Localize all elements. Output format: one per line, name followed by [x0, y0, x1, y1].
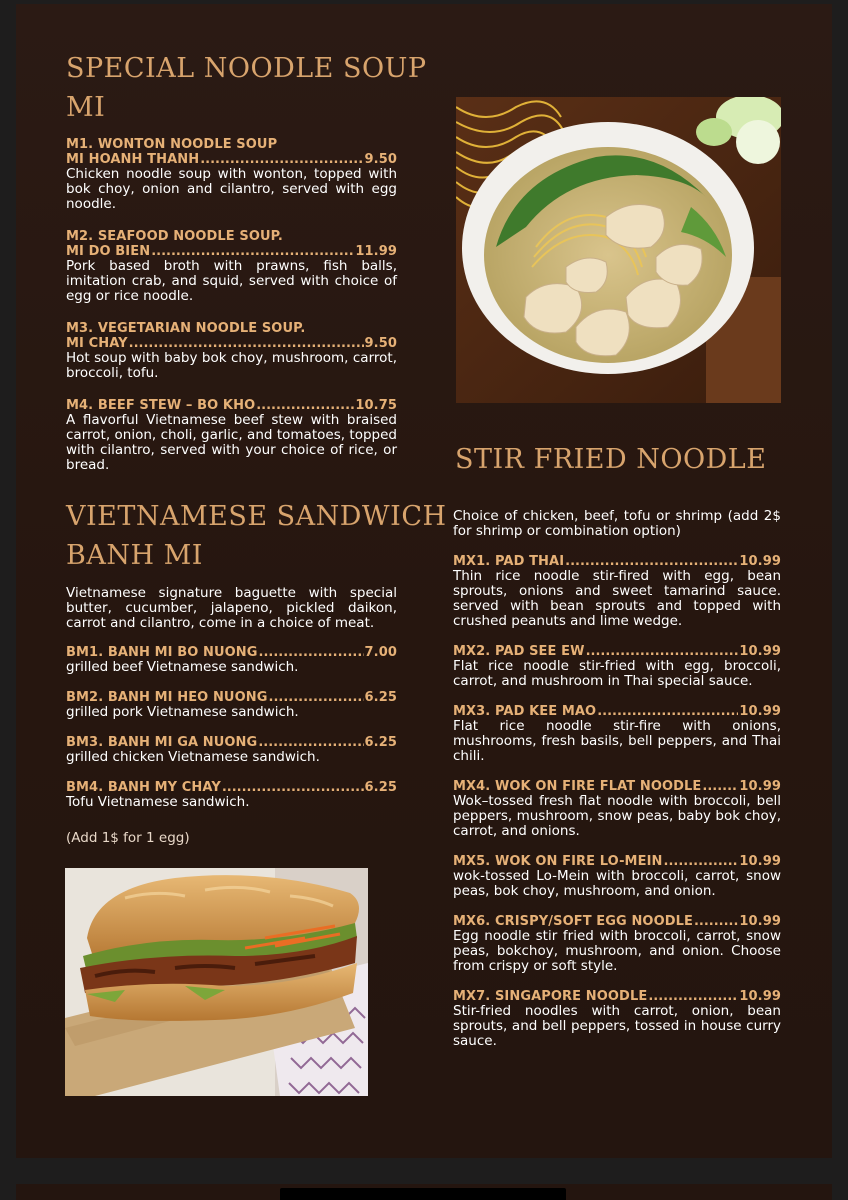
item-description: Chicken noodle soup with wonton, topped with bok choy, onion and cilantro, served with egg noodle.	[66, 166, 397, 212]
item-description: Tofu Vietnamese sandwich.	[66, 794, 250, 810]
leader-dots	[129, 336, 364, 351]
menu-item	[66, 321, 397, 381]
item-description: Wok–tossed fresh flat noodle with broccoli, bell peppers, mushroom, snow peas, baby bok choy, carrot, and onions.	[453, 793, 781, 839]
item-name: MX6. CRISPY/SOFT EGG NOODLE	[453, 914, 693, 929]
bottom-bar	[280, 1188, 566, 1200]
menu-item	[453, 704, 781, 764]
leader-dots	[151, 244, 354, 259]
item-description: A flavorful Vietnamese beef stew with braised carrot, onion, choli, garlic, and tomatoes, topped with cilantro, served with your choice of rice, or bread.	[66, 412, 397, 473]
leader-dots	[648, 989, 738, 1004]
item-description: Egg noodle stir fried with broccoli, carrot, snow peas, bokchoy, mushroom, and onion. Choose from crispy or soft style.	[453, 928, 781, 974]
menu-item	[66, 690, 397, 720]
item-price: 10.75	[355, 398, 397, 413]
item-name: MX7. SINGAPORE NOODLE	[453, 989, 648, 1004]
stirfry-intro: Choice of chicken, beef, tofu or shrimp (add 2$ for shrimp or combination option)	[453, 508, 781, 539]
sandwich-heading: VIETNAMESE SANDWICH	[66, 501, 447, 532]
item-title: M3. VEGETARIAN NOODLE SOUP.	[66, 321, 306, 336]
item-name: M4. BEEF STEW – BO KHO	[66, 398, 256, 413]
item-name: MI CHAY	[66, 336, 128, 351]
stirfry-heading: STIR FRIED NOODLE	[455, 444, 767, 475]
item-name: BM3. BANH MI GA NUONG	[66, 735, 258, 750]
menu-item	[453, 854, 781, 899]
soup-subheading: MI	[66, 92, 106, 123]
menu-item	[453, 644, 781, 689]
item-price: 9.50	[364, 152, 397, 167]
item-title: M1. WONTON NOODLE SOUP	[66, 137, 278, 152]
item-price: 6.25	[364, 735, 397, 750]
soup-heading: SPECIAL NOODLE SOUP	[66, 53, 427, 84]
item-description: wok-tossed Lo-Mein with broccoli, carrot, snow peas, bok choy, mushroom, and onion.	[453, 868, 781, 899]
item-name: MX5. WOK ON FIRE LO-MEIN	[453, 854, 663, 869]
item-price: 6.25	[364, 690, 397, 705]
soup-items	[66, 137, 397, 486]
leader-dots	[597, 704, 738, 719]
item-price: 11.99	[355, 244, 397, 259]
menu-item	[66, 780, 397, 810]
item-description: Thin rice noodle stir-fired with egg, bean sprouts, onions and sweet tamarind sauce. served with bean sprouts and topped with crushed peanuts and lime wedge.	[453, 568, 781, 629]
item-name: BM2. BANH MI HEO NUONG	[66, 690, 268, 705]
item-description: grilled pork Vietnamese sandwich.	[66, 704, 299, 720]
item-description: Stir-fried noodles with carrot, onion, bean sprouts, and bell peppers, tossed in house curry sauce.	[453, 1003, 781, 1049]
item-name: MI DO BIEN	[66, 244, 151, 259]
leader-dots	[694, 914, 738, 929]
leader-dots	[259, 645, 364, 660]
item-price: 10.99	[739, 854, 781, 869]
item-name: MX1. PAD THAI	[453, 554, 565, 569]
item-description: Flat rice noodle stir-fried with egg, broccoli, carrot, and mushroom in Thai special sauce.	[453, 658, 781, 689]
menu-item	[66, 398, 397, 473]
item-price: 10.99	[739, 704, 781, 719]
menu-item	[453, 989, 781, 1049]
item-price: 9.50	[364, 336, 397, 351]
leader-dots	[258, 735, 363, 750]
banh-mi-photo	[65, 868, 368, 1096]
menu-item	[66, 645, 397, 675]
menu-item	[66, 229, 397, 304]
item-name: BM4. BANH MY CHAY	[66, 780, 221, 795]
leader-dots	[200, 152, 363, 167]
item-price: 10.99	[739, 914, 781, 929]
item-name: BM1. BANH MI BO NUONG	[66, 645, 258, 660]
sandwich-intro: Vietnamese signature baguette with special butter, cucumber, jalapeno, pickled daikon, carrot and cilantro, come in a choice of meat.	[66, 585, 397, 631]
stirfry-items	[453, 509, 781, 1062]
leader-dots	[269, 690, 364, 705]
item-description: Flat rice noodle stir-fire with onions, mushrooms, fresh basils, bell peppers, and Thai chili.	[453, 718, 781, 764]
menu-item	[66, 735, 397, 765]
sandwich-items	[66, 586, 397, 846]
leader-dots	[222, 780, 364, 795]
item-price: 10.99	[739, 554, 781, 569]
wonton-soup-photo	[456, 97, 781, 403]
item-title: M2. SEAFOOD NOODLE SOUP.	[66, 229, 283, 244]
menu-item	[453, 554, 781, 629]
item-price: 10.99	[739, 644, 781, 659]
item-name: MX2. PAD SEE EW	[453, 644, 585, 659]
menu-item	[453, 779, 781, 839]
item-description: grilled chicken Vietnamese sandwich.	[66, 749, 320, 765]
item-name: MI HOANH THANH	[66, 152, 200, 167]
leader-dots	[702, 779, 738, 794]
item-name: MX3. PAD KEE MAO	[453, 704, 597, 719]
item-description: grilled beef Vietnamese sandwich.	[66, 659, 299, 675]
item-price: 7.00	[364, 645, 397, 660]
item-name: MX4. WOK ON FIRE FLAT NOODLE	[453, 779, 702, 794]
leader-dots	[664, 854, 739, 869]
item-price: 10.99	[739, 779, 781, 794]
leader-dots	[565, 554, 738, 569]
egg-note: (Add 1$ for 1 egg)	[66, 830, 190, 846]
item-price: 10.99	[739, 989, 781, 1004]
menu-item	[66, 137, 397, 212]
item-price: 6.25	[364, 780, 397, 795]
leader-dots	[256, 398, 354, 413]
item-description: Pork based broth with prawns, fish balls, imitation crab, and squid, served with choice of egg or rice noodle.	[66, 258, 397, 304]
item-description: Hot soup with baby bok choy, mushroom, carrot, broccoli, tofu.	[66, 350, 397, 381]
menu-item	[453, 914, 781, 974]
leader-dots	[586, 644, 739, 659]
sandwich-subheading: BANH MI	[66, 540, 203, 571]
